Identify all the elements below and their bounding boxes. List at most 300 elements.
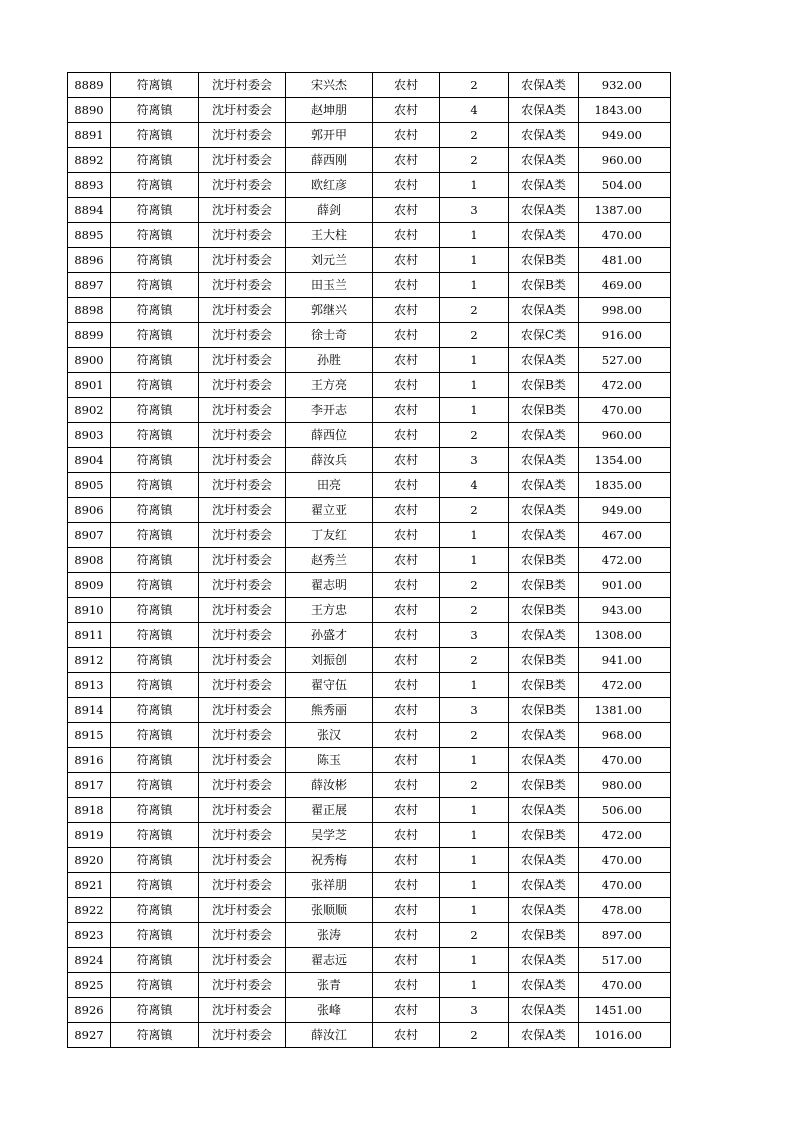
amount-cell: 949.00 (579, 123, 671, 148)
member-count-cell: 1 (440, 248, 509, 273)
amount-cell: 472.00 (579, 673, 671, 698)
town-cell: 符离镇 (111, 273, 199, 298)
member-count-cell: 1 (440, 373, 509, 398)
member-count-cell: 2 (440, 298, 509, 323)
name-cell: 张顺顺 (286, 898, 373, 923)
village-committee-cell: 沈圩村委会 (199, 1023, 286, 1048)
table-row (68, 398, 671, 423)
town-cell: 符离镇 (111, 173, 199, 198)
amount-cell: 470.00 (579, 973, 671, 998)
data-table (67, 72, 671, 1048)
table-row (68, 748, 671, 773)
name-cell: 翟正展 (286, 798, 373, 823)
row-number-cell: 8909 (68, 573, 111, 598)
category-cell: 农保A类 (509, 348, 579, 373)
table-row (68, 548, 671, 573)
village-committee-cell: 沈圩村委会 (199, 473, 286, 498)
town-cell: 符离镇 (111, 523, 199, 548)
village-committee-cell: 沈圩村委会 (199, 198, 286, 223)
town-cell: 符离镇 (111, 573, 199, 598)
amount-cell: 932.00 (579, 73, 671, 98)
category-cell: 农保A类 (509, 948, 579, 973)
table-row (68, 848, 671, 873)
row-number-cell: 8926 (68, 998, 111, 1023)
row-number-cell: 8910 (68, 598, 111, 623)
household-type-cell: 农村 (373, 223, 440, 248)
table-row (68, 823, 671, 848)
category-cell: 农保A类 (509, 723, 579, 748)
member-count-cell: 1 (440, 348, 509, 373)
name-cell: 翟守伍 (286, 673, 373, 698)
table-row (68, 698, 671, 723)
row-number-cell: 8927 (68, 1023, 111, 1048)
name-cell: 薛西位 (286, 423, 373, 448)
table-row (68, 373, 671, 398)
village-committee-cell: 沈圩村委会 (199, 648, 286, 673)
row-number-cell: 8903 (68, 423, 111, 448)
category-cell: 农保B类 (509, 373, 579, 398)
row-number-cell: 8897 (68, 273, 111, 298)
name-cell: 薛汝彬 (286, 773, 373, 798)
town-cell: 符离镇 (111, 123, 199, 148)
household-type-cell: 农村 (373, 848, 440, 873)
amount-cell: 916.00 (579, 323, 671, 348)
village-committee-cell: 沈圩村委会 (199, 973, 286, 998)
member-count-cell: 1 (440, 823, 509, 848)
household-type-cell: 农村 (373, 698, 440, 723)
row-number-cell: 8918 (68, 798, 111, 823)
amount-cell: 472.00 (579, 823, 671, 848)
town-cell: 符离镇 (111, 473, 199, 498)
table-row (68, 773, 671, 798)
category-cell: 农保B类 (509, 598, 579, 623)
category-cell: 农保B类 (509, 823, 579, 848)
table-row (68, 998, 671, 1023)
row-number-cell: 8915 (68, 723, 111, 748)
household-type-cell: 农村 (373, 448, 440, 473)
member-count-cell: 1 (440, 973, 509, 998)
town-cell: 符离镇 (111, 873, 199, 898)
village-committee-cell: 沈圩村委会 (199, 573, 286, 598)
row-number-cell: 8898 (68, 298, 111, 323)
name-cell: 翟立亚 (286, 498, 373, 523)
amount-cell: 968.00 (579, 723, 671, 748)
village-committee-cell: 沈圩村委会 (199, 773, 286, 798)
row-number-cell: 8890 (68, 98, 111, 123)
name-cell: 薛西刚 (286, 148, 373, 173)
town-cell: 符离镇 (111, 898, 199, 923)
household-type-cell: 农村 (373, 348, 440, 373)
member-count-cell: 2 (440, 723, 509, 748)
row-number-cell: 8919 (68, 823, 111, 848)
member-count-cell: 2 (440, 148, 509, 173)
household-type-cell: 农村 (373, 1023, 440, 1048)
table-row (68, 248, 671, 273)
name-cell: 刘元兰 (286, 248, 373, 273)
town-cell: 符离镇 (111, 773, 199, 798)
household-type-cell: 农村 (373, 473, 440, 498)
name-cell: 王方亮 (286, 373, 373, 398)
table-row (68, 273, 671, 298)
row-number-cell: 8896 (68, 248, 111, 273)
category-cell: 农保B类 (509, 548, 579, 573)
category-cell: 农保A类 (509, 148, 579, 173)
name-cell: 孙胜 (286, 348, 373, 373)
row-number-cell: 8894 (68, 198, 111, 223)
amount-cell: 1387.00 (579, 198, 671, 223)
table-row (68, 673, 671, 698)
village-committee-cell: 沈圩村委会 (199, 548, 286, 573)
name-cell: 欧红彦 (286, 173, 373, 198)
amount-cell: 897.00 (579, 923, 671, 948)
amount-cell: 941.00 (579, 648, 671, 673)
town-cell: 符离镇 (111, 848, 199, 873)
amount-cell: 470.00 (579, 873, 671, 898)
village-committee-cell: 沈圩村委会 (199, 273, 286, 298)
table-row (68, 873, 671, 898)
household-type-cell: 农村 (373, 798, 440, 823)
amount-cell: 949.00 (579, 498, 671, 523)
village-committee-cell: 沈圩村委会 (199, 748, 286, 773)
amount-cell: 467.00 (579, 523, 671, 548)
household-type-cell: 农村 (373, 123, 440, 148)
row-number-cell: 8904 (68, 448, 111, 473)
household-type-cell: 农村 (373, 548, 440, 573)
category-cell: 农保B类 (509, 573, 579, 598)
member-count-cell: 1 (440, 548, 509, 573)
table-row (68, 923, 671, 948)
table-row (68, 198, 671, 223)
household-type-cell: 农村 (373, 748, 440, 773)
village-committee-cell: 沈圩村委会 (199, 373, 286, 398)
category-cell: 农保A类 (509, 73, 579, 98)
member-count-cell: 2 (440, 323, 509, 348)
member-count-cell: 1 (440, 948, 509, 973)
table-row (68, 723, 671, 748)
member-count-cell: 4 (440, 98, 509, 123)
category-cell: 农保A类 (509, 223, 579, 248)
village-committee-cell: 沈圩村委会 (199, 598, 286, 623)
village-committee-cell: 沈圩村委会 (199, 223, 286, 248)
category-cell: 农保A类 (509, 198, 579, 223)
household-type-cell: 农村 (373, 898, 440, 923)
row-number-cell: 8893 (68, 173, 111, 198)
amount-cell: 943.00 (579, 598, 671, 623)
member-count-cell: 1 (440, 223, 509, 248)
town-cell: 符离镇 (111, 948, 199, 973)
table-row (68, 523, 671, 548)
member-count-cell: 2 (440, 648, 509, 673)
category-cell: 农保C类 (509, 323, 579, 348)
town-cell: 符离镇 (111, 1023, 199, 1048)
category-cell: 农保A类 (509, 848, 579, 873)
name-cell: 张涛 (286, 923, 373, 948)
name-cell: 吴学芝 (286, 823, 373, 848)
row-number-cell: 8889 (68, 73, 111, 98)
category-cell: 农保A类 (509, 98, 579, 123)
amount-cell: 470.00 (579, 398, 671, 423)
village-committee-cell: 沈圩村委会 (199, 423, 286, 448)
member-count-cell: 2 (440, 498, 509, 523)
row-number-cell: 8913 (68, 673, 111, 698)
household-type-cell: 农村 (373, 873, 440, 898)
row-number-cell: 8916 (68, 748, 111, 773)
row-number-cell: 8891 (68, 123, 111, 148)
row-number-cell: 8922 (68, 898, 111, 923)
name-cell: 孙盛才 (286, 623, 373, 648)
amount-cell: 506.00 (579, 798, 671, 823)
name-cell: 薛汝兵 (286, 448, 373, 473)
household-type-cell: 农村 (373, 998, 440, 1023)
amount-cell: 470.00 (579, 223, 671, 248)
row-number-cell: 8924 (68, 948, 111, 973)
town-cell: 符离镇 (111, 823, 199, 848)
row-number-cell: 8895 (68, 223, 111, 248)
town-cell: 符离镇 (111, 923, 199, 948)
town-cell: 符离镇 (111, 398, 199, 423)
village-committee-cell: 沈圩村委会 (199, 698, 286, 723)
amount-cell: 504.00 (579, 173, 671, 198)
town-cell: 符离镇 (111, 448, 199, 473)
town-cell: 符离镇 (111, 148, 199, 173)
name-cell: 赵坤朋 (286, 98, 373, 123)
household-type-cell: 农村 (373, 273, 440, 298)
village-committee-cell: 沈圩村委会 (199, 848, 286, 873)
row-number-cell: 8906 (68, 498, 111, 523)
household-type-cell: 农村 (373, 573, 440, 598)
category-cell: 农保A类 (509, 898, 579, 923)
table-row (68, 98, 671, 123)
name-cell: 张峰 (286, 998, 373, 1023)
household-type-cell: 农村 (373, 498, 440, 523)
name-cell: 陈玉 (286, 748, 373, 773)
table-row (68, 298, 671, 323)
village-committee-cell: 沈圩村委会 (199, 123, 286, 148)
member-count-cell: 2 (440, 573, 509, 598)
category-cell: 农保B类 (509, 923, 579, 948)
household-type-cell: 农村 (373, 373, 440, 398)
member-count-cell: 2 (440, 923, 509, 948)
village-committee-cell: 沈圩村委会 (199, 348, 286, 373)
name-cell: 宋兴杰 (286, 73, 373, 98)
member-count-cell: 2 (440, 773, 509, 798)
row-number-cell: 8920 (68, 848, 111, 873)
amount-cell: 1016.00 (579, 1023, 671, 1048)
name-cell: 张祥朋 (286, 873, 373, 898)
category-cell: 农保A类 (509, 748, 579, 773)
member-count-cell: 2 (440, 73, 509, 98)
category-cell: 农保A类 (509, 873, 579, 898)
category-cell: 农保A类 (509, 423, 579, 448)
household-type-cell: 农村 (373, 298, 440, 323)
amount-cell: 469.00 (579, 273, 671, 298)
amount-cell: 478.00 (579, 898, 671, 923)
household-type-cell: 农村 (373, 773, 440, 798)
category-cell: 农保A类 (509, 998, 579, 1023)
village-committee-cell: 沈圩村委会 (199, 498, 286, 523)
town-cell: 符离镇 (111, 248, 199, 273)
member-count-cell: 4 (440, 473, 509, 498)
town-cell: 符离镇 (111, 98, 199, 123)
category-cell: 农保A类 (509, 173, 579, 198)
town-cell: 符离镇 (111, 973, 199, 998)
member-count-cell: 1 (440, 848, 509, 873)
town-cell: 符离镇 (111, 648, 199, 673)
category-cell: 农保A类 (509, 448, 579, 473)
member-count-cell: 1 (440, 273, 509, 298)
household-type-cell: 农村 (373, 948, 440, 973)
member-count-cell: 2 (440, 123, 509, 148)
category-cell: 农保B类 (509, 698, 579, 723)
household-type-cell: 农村 (373, 723, 440, 748)
member-count-cell: 1 (440, 173, 509, 198)
town-cell: 符离镇 (111, 423, 199, 448)
town-cell: 符离镇 (111, 73, 199, 98)
table-row (68, 898, 671, 923)
name-cell: 徐士奇 (286, 323, 373, 348)
village-committee-cell: 沈圩村委会 (199, 673, 286, 698)
category-cell: 农保A类 (509, 973, 579, 998)
member-count-cell: 2 (440, 1023, 509, 1048)
row-number-cell: 8914 (68, 698, 111, 723)
village-committee-cell: 沈圩村委会 (199, 723, 286, 748)
row-number-cell: 8912 (68, 648, 111, 673)
amount-cell: 960.00 (579, 148, 671, 173)
category-cell: 农保B类 (509, 398, 579, 423)
row-number-cell: 8917 (68, 773, 111, 798)
town-cell: 符离镇 (111, 673, 199, 698)
member-count-cell: 1 (440, 673, 509, 698)
row-number-cell: 8892 (68, 148, 111, 173)
name-cell: 张汉 (286, 723, 373, 748)
table-row (68, 348, 671, 373)
village-committee-cell: 沈圩村委会 (199, 823, 286, 848)
member-count-cell: 1 (440, 798, 509, 823)
household-type-cell: 农村 (373, 323, 440, 348)
village-committee-cell: 沈圩村委会 (199, 623, 286, 648)
name-cell: 薛剑 (286, 198, 373, 223)
member-count-cell: 3 (440, 448, 509, 473)
table-row (68, 1023, 671, 1048)
table-row (68, 798, 671, 823)
amount-cell: 1354.00 (579, 448, 671, 473)
member-count-cell: 1 (440, 523, 509, 548)
member-count-cell: 3 (440, 198, 509, 223)
table-row (68, 598, 671, 623)
amount-cell: 472.00 (579, 548, 671, 573)
name-cell: 王方忠 (286, 598, 373, 623)
village-committee-cell: 沈圩村委会 (199, 898, 286, 923)
town-cell: 符离镇 (111, 298, 199, 323)
table-row (68, 148, 671, 173)
name-cell: 薛汝江 (286, 1023, 373, 1048)
town-cell: 符离镇 (111, 748, 199, 773)
village-committee-cell: 沈圩村委会 (199, 998, 286, 1023)
household-type-cell: 农村 (373, 398, 440, 423)
town-cell: 符离镇 (111, 348, 199, 373)
amount-cell: 472.00 (579, 373, 671, 398)
name-cell: 翟志远 (286, 948, 373, 973)
name-cell: 王大柱 (286, 223, 373, 248)
name-cell: 郭开甲 (286, 123, 373, 148)
town-cell: 符离镇 (111, 323, 199, 348)
household-type-cell: 农村 (373, 673, 440, 698)
household-type-cell: 农村 (373, 98, 440, 123)
category-cell: 农保B类 (509, 773, 579, 798)
town-cell: 符离镇 (111, 548, 199, 573)
row-number-cell: 8905 (68, 473, 111, 498)
town-cell: 符离镇 (111, 998, 199, 1023)
village-committee-cell: 沈圩村委会 (199, 798, 286, 823)
member-count-cell: 1 (440, 398, 509, 423)
table-row (68, 223, 671, 248)
member-count-cell: 2 (440, 598, 509, 623)
town-cell: 符离镇 (111, 498, 199, 523)
table-row (68, 973, 671, 998)
category-cell: 农保B类 (509, 273, 579, 298)
category-cell: 农保B类 (509, 248, 579, 273)
village-committee-cell: 沈圩村委会 (199, 173, 286, 198)
table-row (68, 623, 671, 648)
amount-cell: 1843.00 (579, 98, 671, 123)
town-cell: 符离镇 (111, 723, 199, 748)
table-row (68, 648, 671, 673)
table-body (68, 73, 671, 1048)
table-row (68, 123, 671, 148)
household-type-cell: 农村 (373, 248, 440, 273)
table-row (68, 73, 671, 98)
name-cell: 张青 (286, 973, 373, 998)
household-type-cell: 农村 (373, 598, 440, 623)
town-cell: 符离镇 (111, 698, 199, 723)
amount-cell: 980.00 (579, 773, 671, 798)
household-type-cell: 农村 (373, 423, 440, 448)
village-committee-cell: 沈圩村委会 (199, 248, 286, 273)
household-type-cell: 农村 (373, 623, 440, 648)
village-committee-cell: 沈圩村委会 (199, 873, 286, 898)
category-cell: 农保A类 (509, 798, 579, 823)
name-cell: 田亮 (286, 473, 373, 498)
row-number-cell: 8902 (68, 398, 111, 423)
village-committee-cell: 沈圩村委会 (199, 323, 286, 348)
row-number-cell: 8907 (68, 523, 111, 548)
category-cell: 农保A类 (509, 298, 579, 323)
category-cell: 农保A类 (509, 498, 579, 523)
name-cell: 李开志 (286, 398, 373, 423)
amount-cell: 1451.00 (579, 998, 671, 1023)
household-type-cell: 农村 (373, 523, 440, 548)
amount-cell: 527.00 (579, 348, 671, 373)
member-count-cell: 1 (440, 873, 509, 898)
town-cell: 符离镇 (111, 373, 199, 398)
household-type-cell: 农村 (373, 148, 440, 173)
name-cell: 熊秀丽 (286, 698, 373, 723)
town-cell: 符离镇 (111, 598, 199, 623)
member-count-cell: 1 (440, 898, 509, 923)
row-number-cell: 8925 (68, 973, 111, 998)
village-committee-cell: 沈圩村委会 (199, 923, 286, 948)
row-number-cell: 8900 (68, 348, 111, 373)
name-cell: 赵秀兰 (286, 548, 373, 573)
table-row (68, 573, 671, 598)
category-cell: 农保B类 (509, 648, 579, 673)
amount-cell: 960.00 (579, 423, 671, 448)
village-committee-cell: 沈圩村委会 (199, 448, 286, 473)
member-count-cell: 2 (440, 423, 509, 448)
name-cell: 丁友红 (286, 523, 373, 548)
amount-cell: 1835.00 (579, 473, 671, 498)
member-count-cell: 3 (440, 623, 509, 648)
